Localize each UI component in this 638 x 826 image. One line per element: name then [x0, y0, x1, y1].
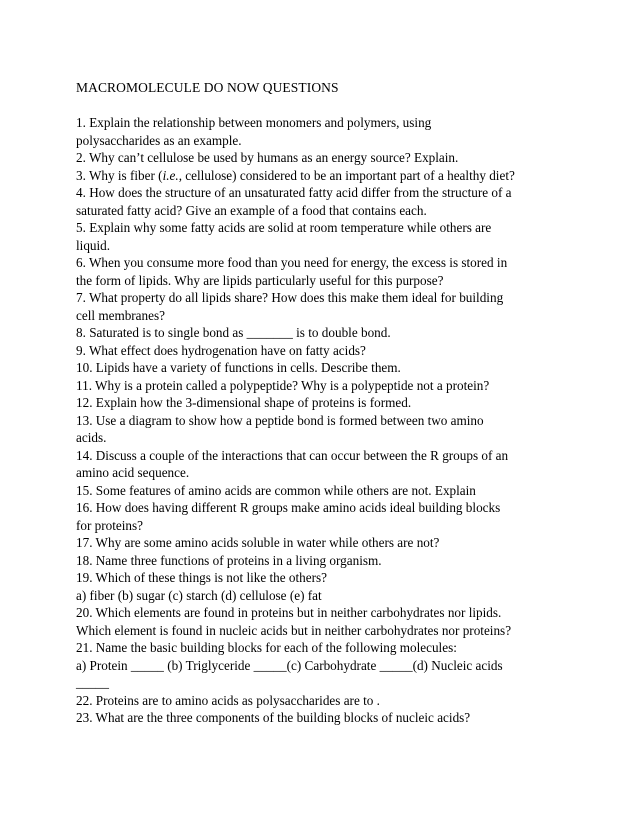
question-line: saturated fatty acid? Give an example of a food that contains each. [76, 202, 427, 218]
question-line: 6. When you consume more food than you need for energy, the excess is stored in [76, 255, 508, 270]
question-line: 23. What are the three components of the building blocks of nucleic acids? [76, 710, 471, 725]
question-line: a) Protein _____ (b) Triglyceride _____(c) Carbohydrate _____(d) Nucleic acids [76, 657, 503, 673]
question-line: 9. What effect does hydrogenation have on fatty acids? [76, 342, 366, 358]
question-line: 7. What property do all lipids share? How does this make them ideal for building [76, 290, 504, 305]
question-line: 22. Proteins are to amino acids as polysaccharides are to . [76, 692, 380, 708]
question-line: 11. Why is a protein called a polypeptide? Why is a polypeptide not a protein? [76, 377, 490, 393]
question-line: 12. Explain how the 3-dimensional shape of proteins is formed. [76, 395, 412, 410]
question-line: Which element is found in nucleic acids but in neither carbohydrates nor proteins? [76, 622, 512, 638]
question-line: for proteins? [76, 517, 144, 533]
question-line: 19. Which of these things is not like the others? [76, 570, 328, 585]
question-line: amino acid sequence. [76, 465, 190, 480]
question-line: 2. Why can’t cellulose be used by humans as an energy source? Explain. [76, 150, 459, 165]
question-line: 8. Saturated is to single bond as _______ is to double bond. [76, 325, 391, 340]
question-line: a) fiber (b) sugar (c) starch (d) cellulose (e) fat [76, 587, 322, 603]
question-line: 16. How does having different R groups make amino acids ideal building blocks [76, 500, 501, 515]
question-line: the form of lipids. Why are lipids particularly useful for this purpose? [76, 272, 444, 288]
question-line: 20. Which elements are found in proteins but in neither carbohydrates nor lipids. [76, 605, 502, 620]
question-line: _____ [76, 675, 109, 690]
question-line: 1. Explain the relationship between monomers and polymers, using [76, 115, 432, 130]
document-title: MACROMOLECULE DO NOW QUESTIONS [76, 80, 339, 95]
question-line: liquid. [76, 237, 111, 253]
question-line: 5. Explain why some fatty acids are solid at room temperature while others are [76, 220, 492, 235]
question-line: polysaccharides as an example. [76, 132, 242, 148]
question-line: 15. Some features of amino acids are common while others are not. Explain [76, 482, 476, 498]
question-list [76, 114, 566, 727]
question-line: 18. Name three functions of proteins in a living organism. [76, 552, 382, 568]
question-line: 21. Name the basic building blocks for each of the following molecules: [76, 640, 457, 655]
question-line: 14. Discuss a couple of the interactions that can occur between the R groups of an [76, 447, 509, 463]
question-line: 13. Use a diagram to show how a peptide bond is formed between two amino [76, 412, 484, 428]
question-line: 10. Lipids have a variety of functions in cells. Describe them. [76, 360, 401, 375]
question-line: 4. How does the structure of an unsaturated fatty acid differ from the structure of a [76, 185, 512, 200]
question-line: 3. Why is fiber (i.e., cellulose) considered to be an important part of a healthy diet? [76, 167, 515, 183]
question-line: acids. [76, 430, 107, 445]
question-line: cell membranes? [76, 307, 165, 323]
question-line: 17. Why are some amino acids soluble in water while others are not? [76, 535, 440, 550]
